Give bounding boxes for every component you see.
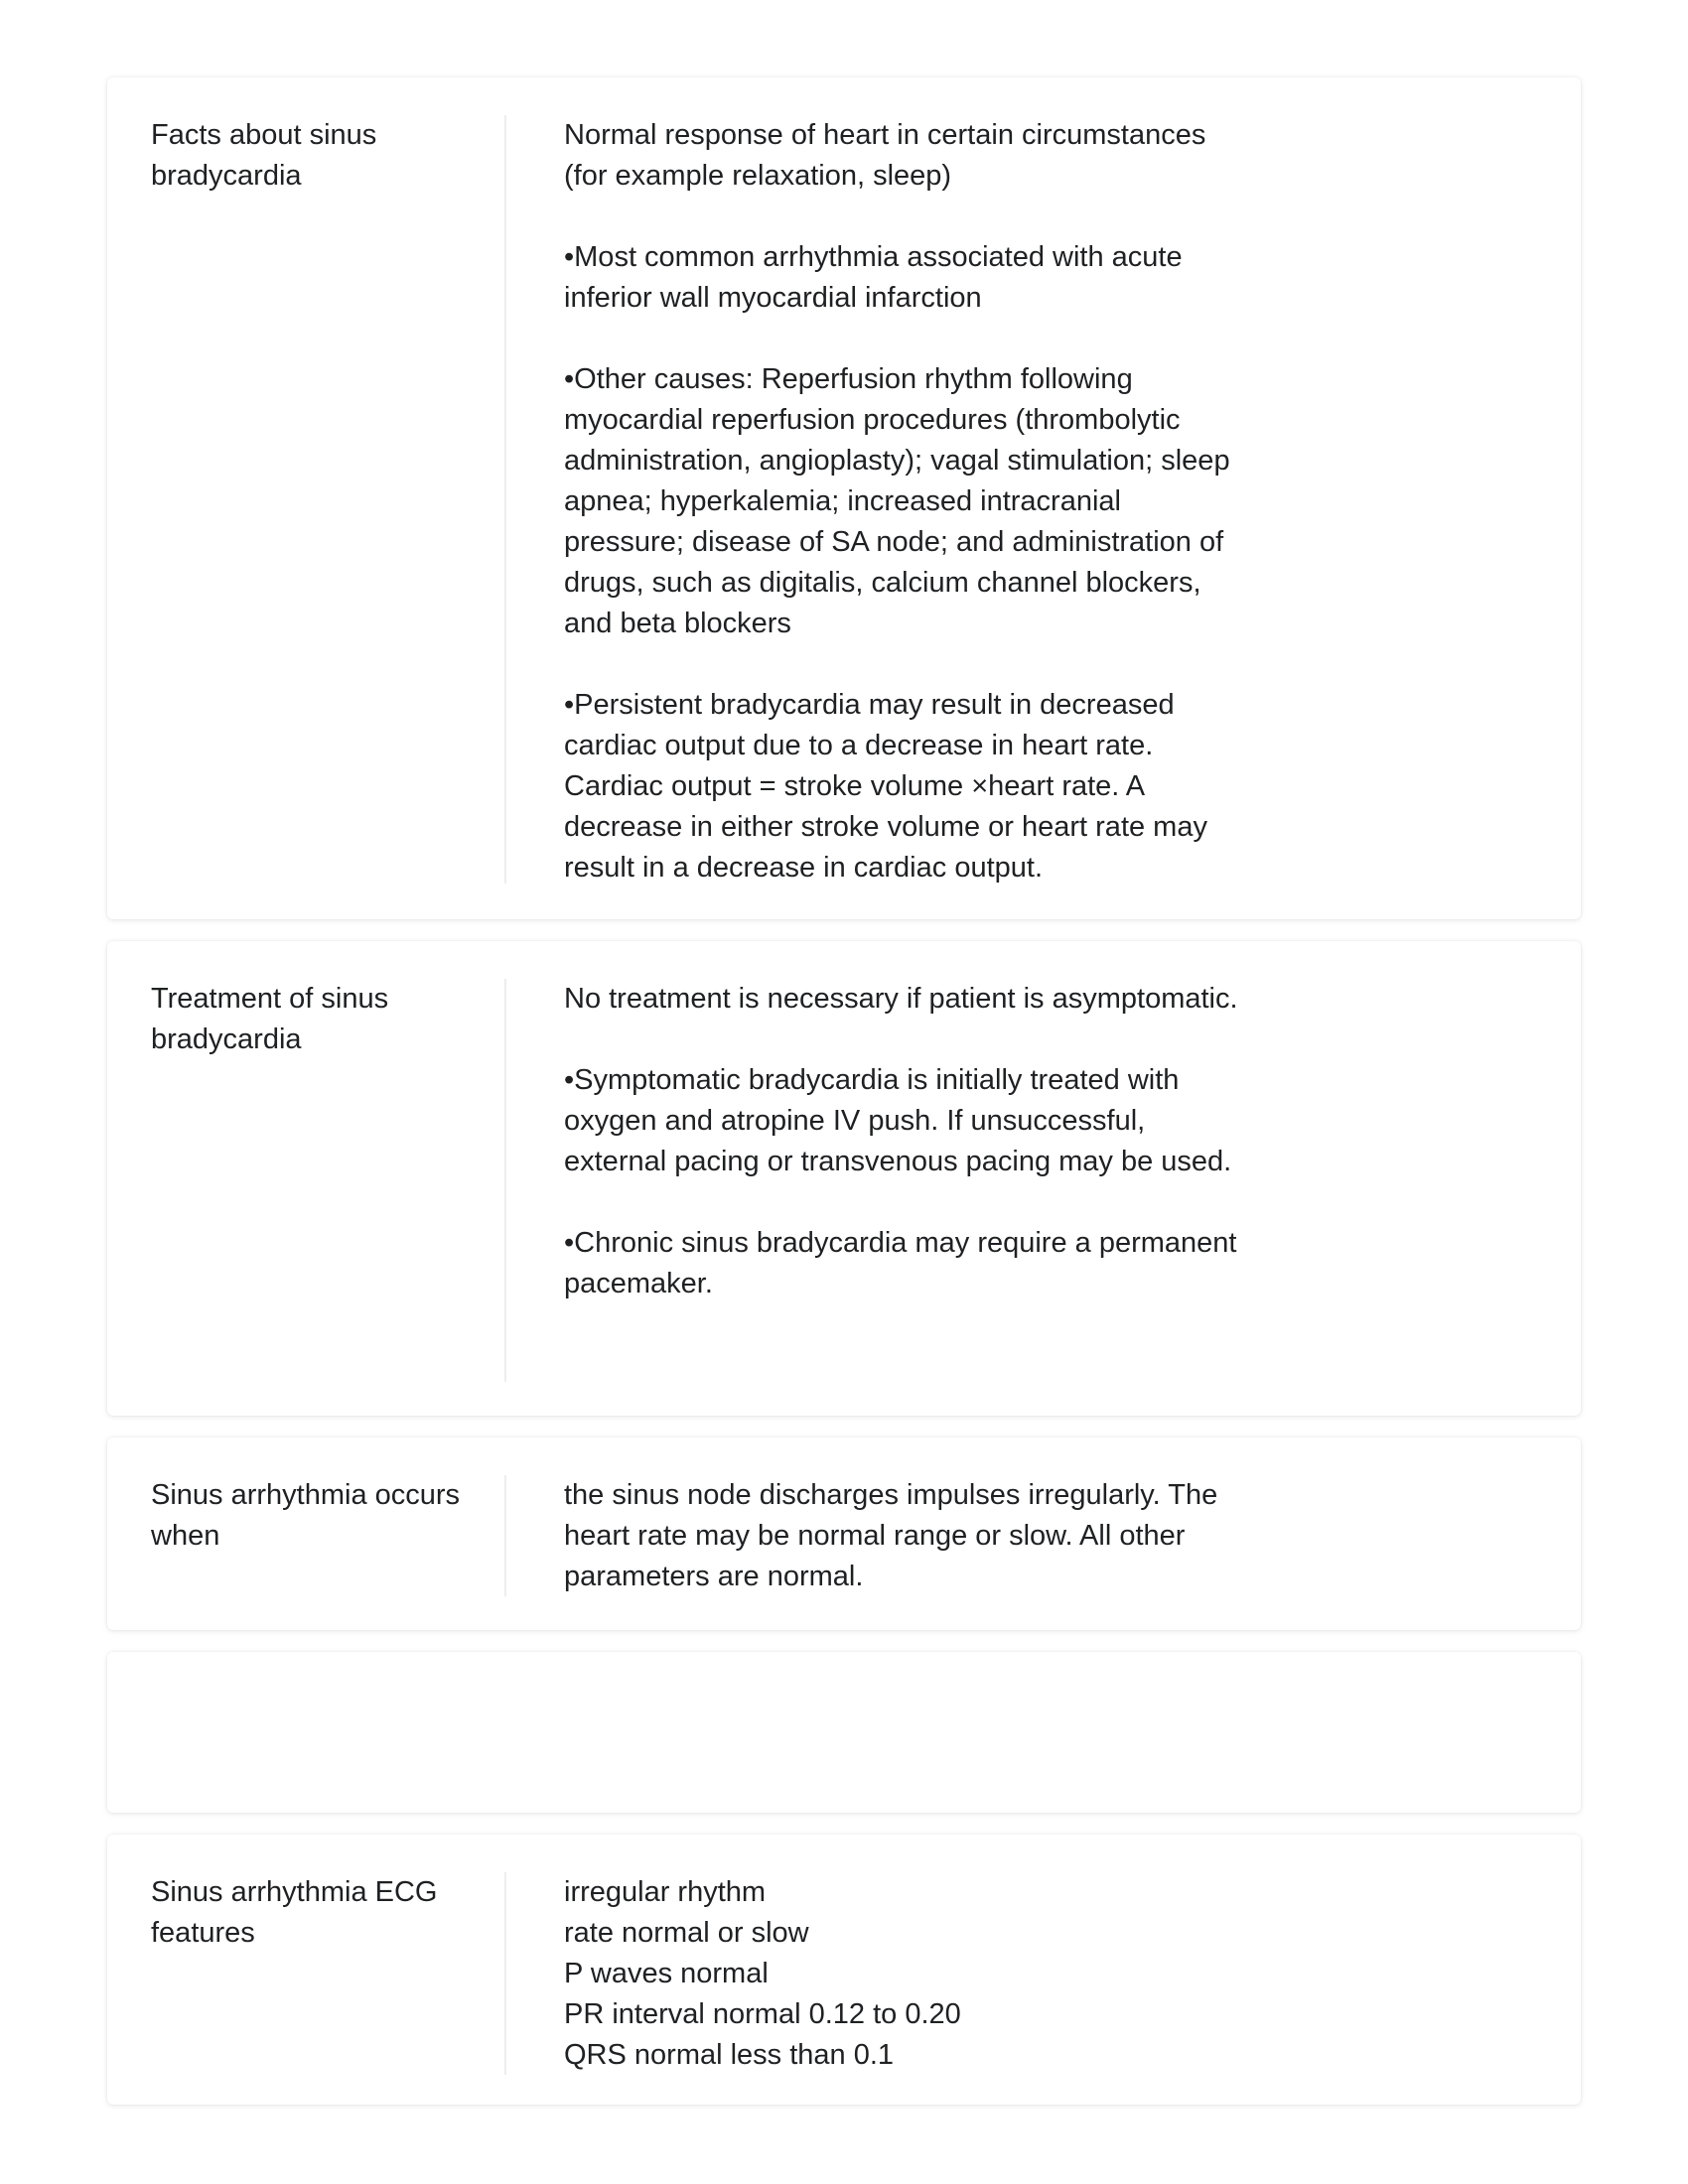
- ecg-feature-line: irregular rhythm: [564, 1876, 767, 1908]
- card-term: Treatment of sinus bradycardia: [151, 983, 389, 1055]
- card-term: Sinus arrhythmia ECG features: [151, 1876, 438, 1949]
- definition-paragraph: •Most common arrhythmia associated with acute inferior wall myocardial infarction: [564, 241, 1183, 314]
- ecg-feature-line: QRS normal less than 0.1: [564, 2039, 895, 2071]
- definition-paragraph: Normal response of heart in certain circumstances (for example relaxation, sleep): [564, 119, 1206, 192]
- flashcard: [107, 77, 1581, 919]
- card-definition: [564, 115, 1239, 888]
- card-definition: [564, 1872, 1239, 2076]
- card-divider: [504, 115, 506, 884]
- card-definition: [564, 1475, 1239, 1597]
- card-term: Sinus arrhythmia occurs when: [151, 1479, 461, 1552]
- definition-paragraph: No treatment is necessary if patient is asymptomatic.: [564, 983, 1238, 1015]
- card-divider: [504, 979, 506, 1382]
- flashcard-empty: [107, 1652, 1581, 1813]
- ecg-feature-line: rate normal or slow: [564, 1917, 809, 1949]
- definition-paragraph: •Other causes: Reperfusion rhythm following myocardial reperfusion procedures (thrombolytic administration, angioplasty); vagal stimulation; sleep apnea; hyperkalemia; increased intracranial pressure; disease of SA node; and administration of drugs, such as digitalis, calcium channel blockers, and beta blockers: [564, 363, 1230, 639]
- flashcard: [107, 941, 1581, 1416]
- definition-paragraph: •Symptomatic bradycardia is initially treated with oxygen and atropine IV push. If unsuccessful, external pacing or transvenous pacing may be used.: [564, 1064, 1232, 1177]
- flashcard: [107, 1437, 1581, 1630]
- definition-paragraph: •Chronic sinus bradycardia may require a permanent pacemaker.: [564, 1227, 1237, 1299]
- ecg-feature-line: P waves normal: [564, 1958, 769, 1989]
- flashcard: [107, 1835, 1581, 2105]
- definition-paragraph: •Persistent bradycardia may result in decreased cardiac output due to a decrease in heart rate. Cardiac output = stroke volume ×heart rate. A decrease in either stroke volume or heart rate may result in a decrease in cardiac output.: [564, 689, 1207, 884]
- card-term: Facts about sinus bradycardia: [151, 119, 377, 192]
- card-definition: [564, 979, 1239, 1304]
- card-divider: [504, 1872, 506, 2075]
- definition-paragraph: the sinus node discharges impulses irregularly. The heart rate may be normal range or slow. All other parameters are normal.: [564, 1479, 1218, 1592]
- ecg-feature-line: PR interval normal 0.12 to 0.20: [564, 1998, 961, 2030]
- card-divider: [504, 1475, 506, 1596]
